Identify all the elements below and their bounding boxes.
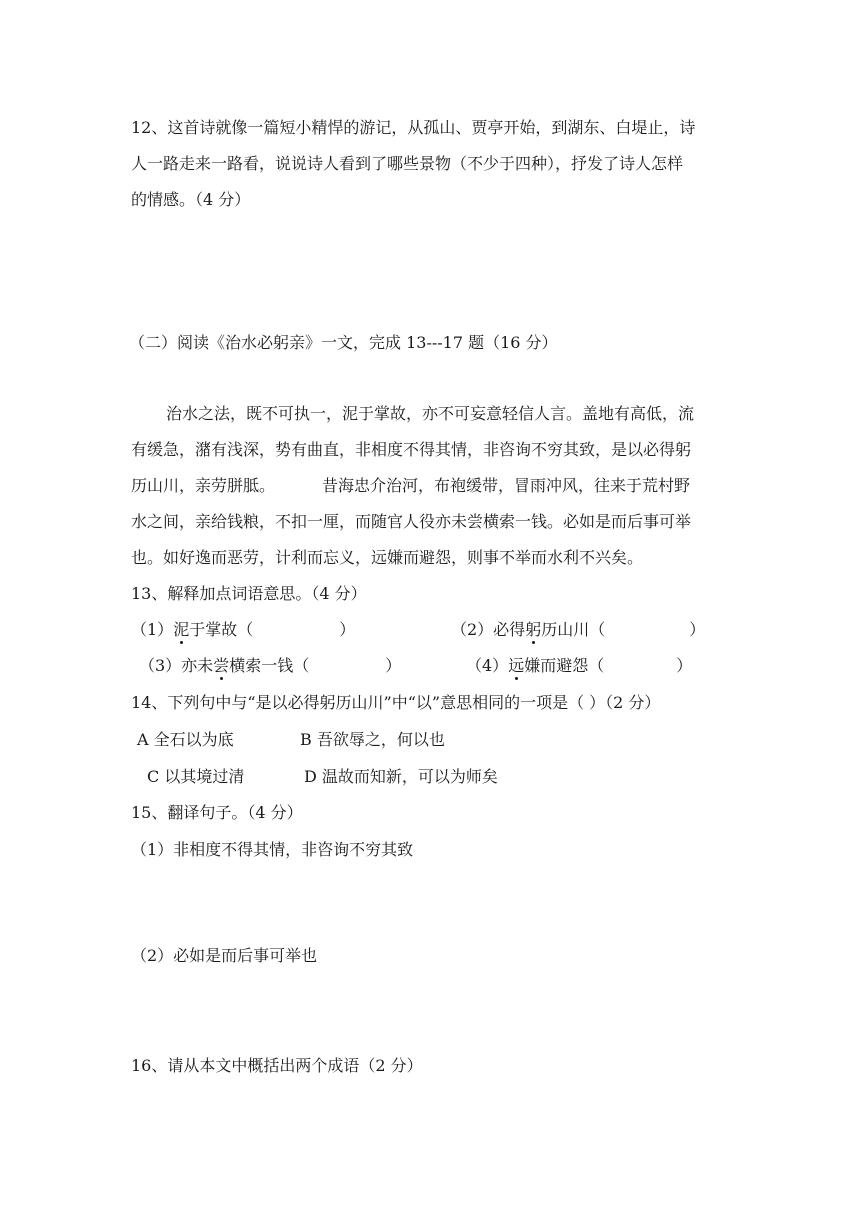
q15-item-1: （1）非相度不得其情，非咨询不穷其致 xyxy=(131,840,414,859)
q15-title: 15、翻译句子。（4 分） xyxy=(131,803,303,822)
q13-item-1-close: ） xyxy=(339,620,356,639)
q14-option-d: D 温故而知新，可以为师矣 xyxy=(304,767,498,786)
q13-item-4 xyxy=(466,655,692,677)
q13-item-3 xyxy=(139,655,401,677)
passage-line-3 xyxy=(131,475,690,497)
q13-item-3-close: ） xyxy=(385,656,402,675)
q12-line-2: 人一路走来一路看，说说诗人看到了哪些景物（不少于四种），抒发了诗人怎样 xyxy=(131,154,684,173)
q13-item-1-dotted-word: 泥 xyxy=(173,620,190,639)
q14-option-c: C 以其境过清 xyxy=(147,767,245,786)
q13-item-2-prefix: （2）必得 xyxy=(451,620,526,639)
passage-line-5: 也。如好逸而恶劳，计利而忘义，远嫌而避怨，则事不举而水利不兴矣。 xyxy=(131,548,644,567)
q13-item-2-dotted-word: 躬 xyxy=(525,620,542,639)
q13-item-1-text: 于掌故（ xyxy=(189,620,254,639)
q13-item-3-text: 横索一钱（ xyxy=(229,656,310,675)
q14-option-a: A 全石以为底 xyxy=(137,730,234,749)
q13-item-4-dotted-word: 远 xyxy=(508,656,525,675)
q13-item-1-prefix: （1） xyxy=(131,620,174,639)
q13-item-1 xyxy=(131,619,355,641)
q14-title: 14、下列句中与“是以必得躬历山川”中“以”意思相同的一项是（ ）（2 分） xyxy=(131,693,661,712)
q14-option-b: B 吾欲辱之，何以也 xyxy=(300,730,445,749)
q13-item-3-dotted-word: 尝 xyxy=(213,656,230,675)
section-2-heading: （二）阅读《治水必躬亲》一文，完成 13---17 题（16 分） xyxy=(129,333,558,352)
q13-item-4-text: 嫌而避怨（ xyxy=(524,656,605,675)
q12-line-3: 的情感。（4 分） xyxy=(131,190,251,209)
passage-line-2: 有缓急，潴有浅深，势有曲直，非相度不得其情，非咨询不穷其致，是以必得躬 xyxy=(131,440,692,459)
q13-title: 13、解释加点词语意思。（4 分） xyxy=(131,584,367,603)
q13-item-2-text: 历山川（ xyxy=(541,620,606,639)
q13-item-2 xyxy=(451,619,705,641)
q13-item-3-prefix: （3）亦未 xyxy=(139,656,214,675)
passage-line-1: 治水之法，既不可执一，泥于掌故，亦不可妄意轻信人言。盖地有高低，流 xyxy=(166,404,695,423)
q13-item-4-close: ） xyxy=(676,656,693,675)
q13-item-2-close: ） xyxy=(689,620,706,639)
q15-item-2: （2）必如是而后事可举也 xyxy=(131,946,318,965)
passage-line-3a: 历山川，亲劳胼胝。 xyxy=(131,476,276,495)
q16-title: 16、请从本文中概括出两个成语（2 分） xyxy=(131,1056,423,1075)
passage-line-3b: 昔海忠介治河，布袍缓带，冒雨冲风，往来于荒村野 xyxy=(322,476,691,495)
passage-line-4: 水之间，亲给钱粮，不扣一厘，而随官人役亦未尝横索一钱。必如是而后事可举 xyxy=(131,512,692,531)
q13-item-4-prefix: （4） xyxy=(466,656,509,675)
q12-line-1: 12、这首诗就像一篇短小精悍的游记，从孤山、贾亭开始，到湖东、白堤止，诗 xyxy=(131,118,696,137)
